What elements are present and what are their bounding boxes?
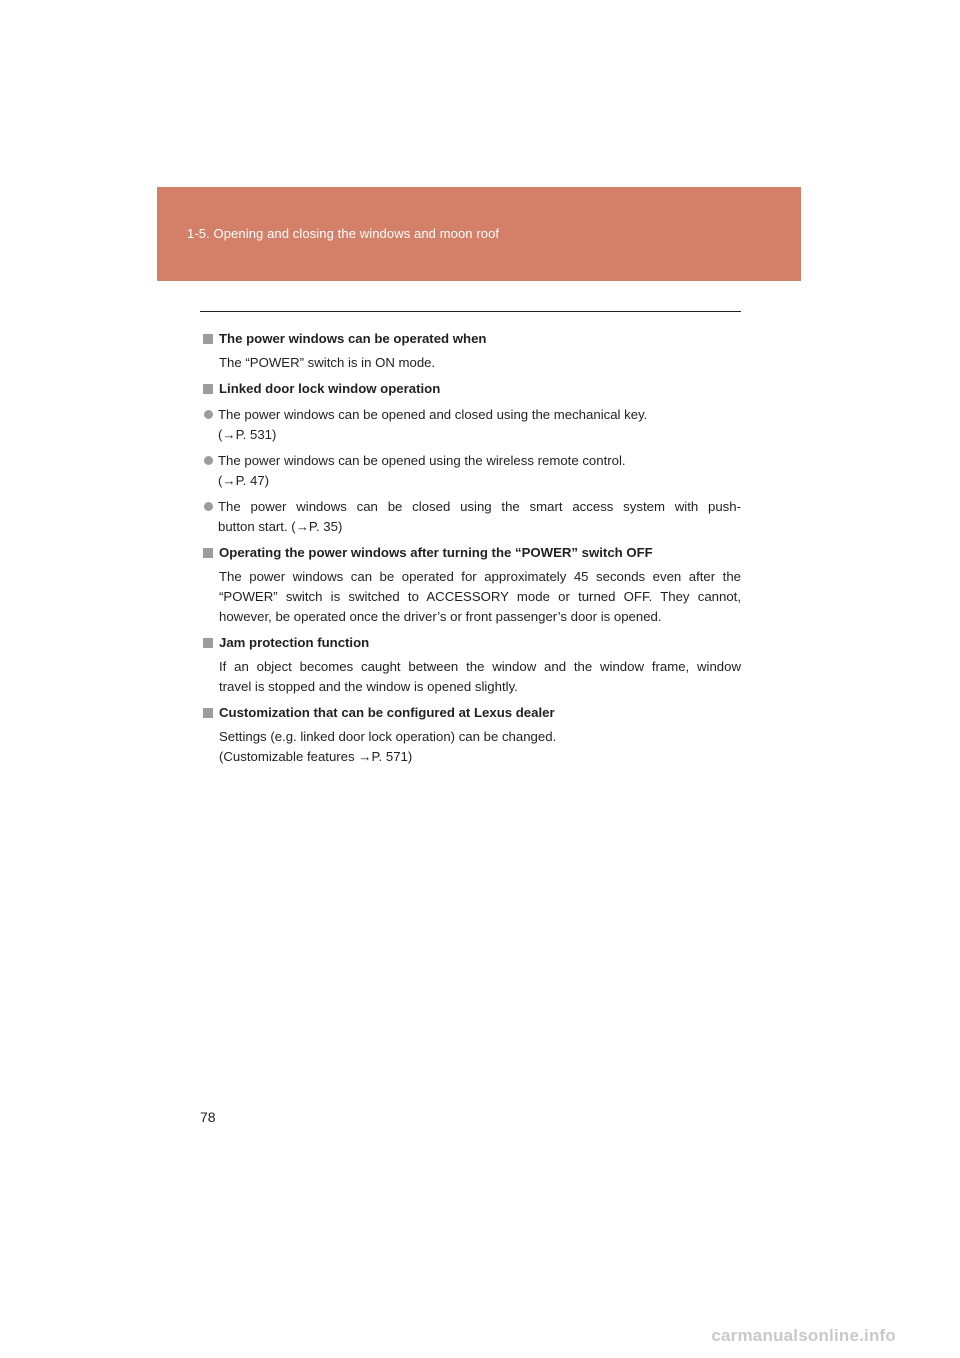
section-linked-door-lock (203, 379, 741, 537)
section-heading: Linked door lock window operation (203, 379, 741, 399)
main-content (203, 329, 741, 767)
section-jam-protection (203, 633, 741, 697)
section-heading: Customization that can be configured at Lexus dealer (203, 703, 741, 723)
circle-bullet-icon (204, 456, 213, 465)
circle-bullet-icon (204, 502, 213, 511)
square-bullet-icon (203, 638, 213, 648)
circle-bullet-icon (204, 410, 213, 419)
section-after-power-off (203, 543, 741, 627)
chapter-header-band (157, 187, 801, 281)
section-customization (203, 703, 741, 767)
list-item: The power windows can be opened and closed using the mechanical key. (→P. 531) (203, 405, 741, 445)
section-body: The “POWER” switch is in ON mode. (219, 355, 436, 370)
page-reference[interactable]: button start. (→P. 35) (218, 519, 343, 534)
section-heading: Operating the power windows after turning the “POWER” switch OFF (203, 543, 741, 563)
page-reference[interactable]: (Customizable features →P. 571) (219, 749, 413, 764)
section-divider (200, 311, 741, 312)
page-reference[interactable]: (→P. 47) (218, 473, 270, 488)
chapter-title: 1-5. Opening and closing the windows and moon roof (187, 226, 500, 241)
section-heading: Jam protection function (203, 633, 741, 653)
square-bullet-icon (203, 548, 213, 558)
list-item: The power windows can be opened using the wireless remote control. (→P. 47) (203, 451, 741, 491)
section-body: Settings (e.g. linked door lock operation) can be changed. (Customizable features →P. 571) (203, 727, 741, 767)
list-item: The power windows can be closed using the smart access system with push- button start. (→P. 35) (203, 497, 741, 537)
square-bullet-icon (203, 708, 213, 718)
section-heading: The power windows can be operated when (203, 329, 741, 349)
square-bullet-icon (203, 384, 213, 394)
section-body: If an object becomes caught between the window and the window frame, window travel is stopped and the window is opened slightly. (219, 659, 741, 694)
page-number: 78 (200, 1109, 216, 1125)
site-watermark: carmanualsonline.info (711, 1326, 896, 1345)
section-operating-condition (203, 329, 741, 373)
page-reference[interactable]: (→P. 531) (218, 427, 277, 442)
section-body: The power windows can be operated for approximately 45 seconds even after the “POWER” switch is switched to ACCESSORY mode or turned OFF. They cannot, however, be operated once the driver’s or front passenger’s door is opened. (219, 569, 741, 624)
square-bullet-icon (203, 334, 213, 344)
